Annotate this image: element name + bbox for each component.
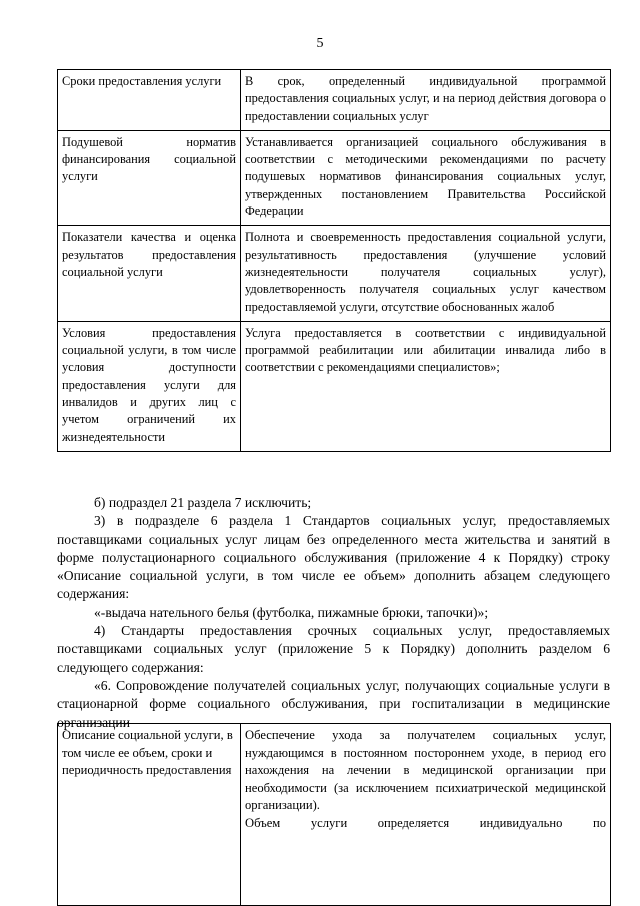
row-value-paragraph: Обеспечение ухода за получателем социальных услуг, нуждающимся в постоянном постороннем уходе, в период его нахождения на лечении в медицинской организации при необходимости (за исключением психиатрической медицинской организации). <box>245 728 606 812</box>
urgent-services-table <box>57 723 611 906</box>
table-row <box>58 226 611 321</box>
row-value-paragraph: Объем услуги определяется индивидуально по <box>245 815 606 830</box>
paragraph: 3) в подразделе 6 раздела 1 Стандартов социальных услуг, предоставляемых поставщиками социальных услуг лицам без определенного места жительства и занятий в форме полустационарного социального обслуживания (приложение 4 к Порядку) строку «Описание социальной услуги, в том числе ее объем» дополнить абзацем следующего содержания: <box>57 513 610 602</box>
row-label: Сроки предоставления услуги <box>58 70 241 131</box>
row-value: В срок, определенный индивидуальной программой предоставления социальных услуг, и на период действия договора о предоставлении социальных услуг <box>241 70 611 131</box>
table-row <box>58 70 611 131</box>
paragraph: 4) Стандарты предоставления срочных социальных услуг, предоставляемых поставщиками социальных услуг (приложение 5 к Порядку) дополнить разделом 6 следующего содержания: <box>57 623 610 675</box>
table-row <box>58 724 611 906</box>
paragraph: «6. Сопровождение получателей социальных услуг, получающих социальные услуги в стационарной форме социального обслуживания, при госпитализации в медицинские организации <box>57 677 610 730</box>
page-number: 5 <box>316 36 324 51</box>
row-value <box>241 724 611 906</box>
row-value: Услуга предоставляется в соответствии с индивидуальной программой реабилитации или абилитации инвалида либо в соответствии с рекомендациями специалистов»; <box>241 321 611 451</box>
paragraph: б) подраздел 21 раздела 7 исключить; <box>94 495 312 510</box>
paragraph: «-выдача нательного белья (футболка, пижамные брюки, тапочки)»; <box>94 604 489 620</box>
row-label: Описание социальной услуги, в том числе ее объем, сроки и периодичность предоставления <box>58 724 241 906</box>
amendment-text <box>57 494 610 732</box>
row-value: Полнота и своевременность предоставления социальной услуги, результативность предоставления (улучшение условий жизнедеятельности получателя социальных услуг), удовлетворенность получателя социальных услуг качеством предоставляемой услуги, отсутствие обоснованных жалоб <box>241 226 611 321</box>
row-label: Подушевой норматив финансирования социальной услуги <box>58 130 241 225</box>
row-label: Показатели качества и оценка результатов предоставления социальной услуги <box>58 226 241 321</box>
row-label: Условия предоставления социальной услуги, в том числе условия доступности предоставления услуги для инвалидов и других лиц с учетом ограничений их жизнедеятельности <box>58 321 241 451</box>
standards-table <box>57 69 611 452</box>
table-row <box>58 130 611 225</box>
row-value: Устанавливается организацией социального обслуживания в соответствии с методическими рекомендациями по расчету подушевых нормативов финансирования социальных услуг, утвержденных постановлением Правительства Российской Федерации <box>241 130 611 225</box>
table-row <box>58 321 611 451</box>
